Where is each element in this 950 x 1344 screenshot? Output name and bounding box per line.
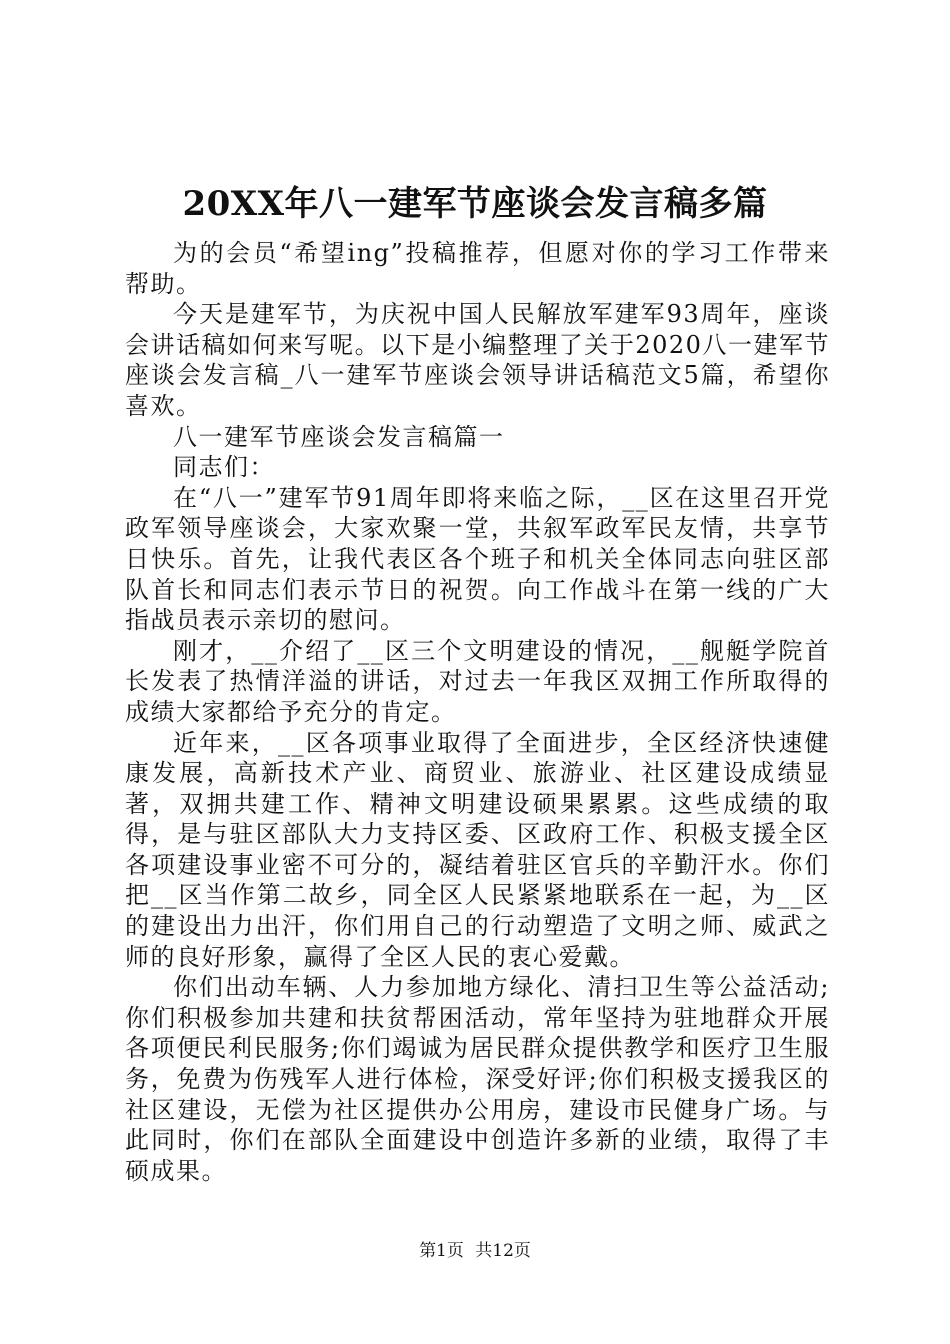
document-body [125, 238, 830, 1186]
paragraph-body-4: 你们出动车辆、人力参加地方绿化、清扫卫生等公益活动;你们积极参加共建和扶贫帮困活动，常年坚持为驻地群众开展各项便民利民服务;你们竭诚为居民群众提供教学和医疗卫生服务，免费为伤残军人进行体检，深受好评;你们积极支援我区的社区建设，无偿为社区提供办公用房，建设市民健身广场。与此同时，你们在部队全面建设中创造许多新的业绩，取得了丰硕成果。 [125, 973, 830, 1185]
paragraph-intro: 为的会员“希望ing”投稿推荐，但愿对你的学习工作带来帮助。 [125, 239, 830, 298]
paragraph-preface: 今天是建军节，为庆祝中国人民解放军建军93周年，座谈会讲话稿如何来写呢。以下是小编整理了关于2020八一建军节座谈会发言稿_八一建军节座谈会领导讲话稿范文5篇，希望你喜欢。 [125, 300, 830, 420]
paragraph-body-2: 刚才，__介绍了__区三个文明建设的情况，__舰艇学院首长发表了热情洋溢的讲话，对过去一年我区双拥工作所取得的成绩大家都给予充分的肯定。 [125, 636, 830, 726]
page-footer [0, 1240, 950, 1262]
page-total: 共12页 [475, 1241, 531, 1261]
section-heading: 八一建军节座谈会发言稿篇一 [173, 422, 505, 451]
paragraph-salutation: 同志们： [173, 453, 275, 482]
document-title: 20XX年八一建军节座谈会发言稿多篇 [182, 184, 768, 224]
page-number: 第1页 [419, 1241, 464, 1261]
paragraph-body-1: 在“八一”建军节91周年即将来临之际，__区在这里召开党政军领导座谈会，大家欢聚一堂，共叙军政军民友情，共享节日快乐。首先，让我代表区各个班子和机关全体同志向驻区部队首长和同志们表示节日的祝贺。向工作战斗在第一线的广大指战员表示亲切的慰问。 [125, 483, 830, 635]
paragraph-body-3: 近年来，__区各项事业取得了全面进步，全区经济快速健康发展，高新技术产业、商贸业、旅游业、社区建设成绩显著，双拥共建工作、精神文明建设硕果累累。这些成绩的取得，是与驻区部队大力支持区委、区政府工作、积极支援全区各项建设事业密不可分的，凝结着驻区官兵的辛勤汗水。你们把__区当作第二故乡，同全区人民紧紧地联系在一起，为__区的建设出力出汗，你们用自己的行动塑造了文明之师、威武之师的良好形象，赢得了全区人民的衷心爱戴。 [125, 728, 830, 971]
